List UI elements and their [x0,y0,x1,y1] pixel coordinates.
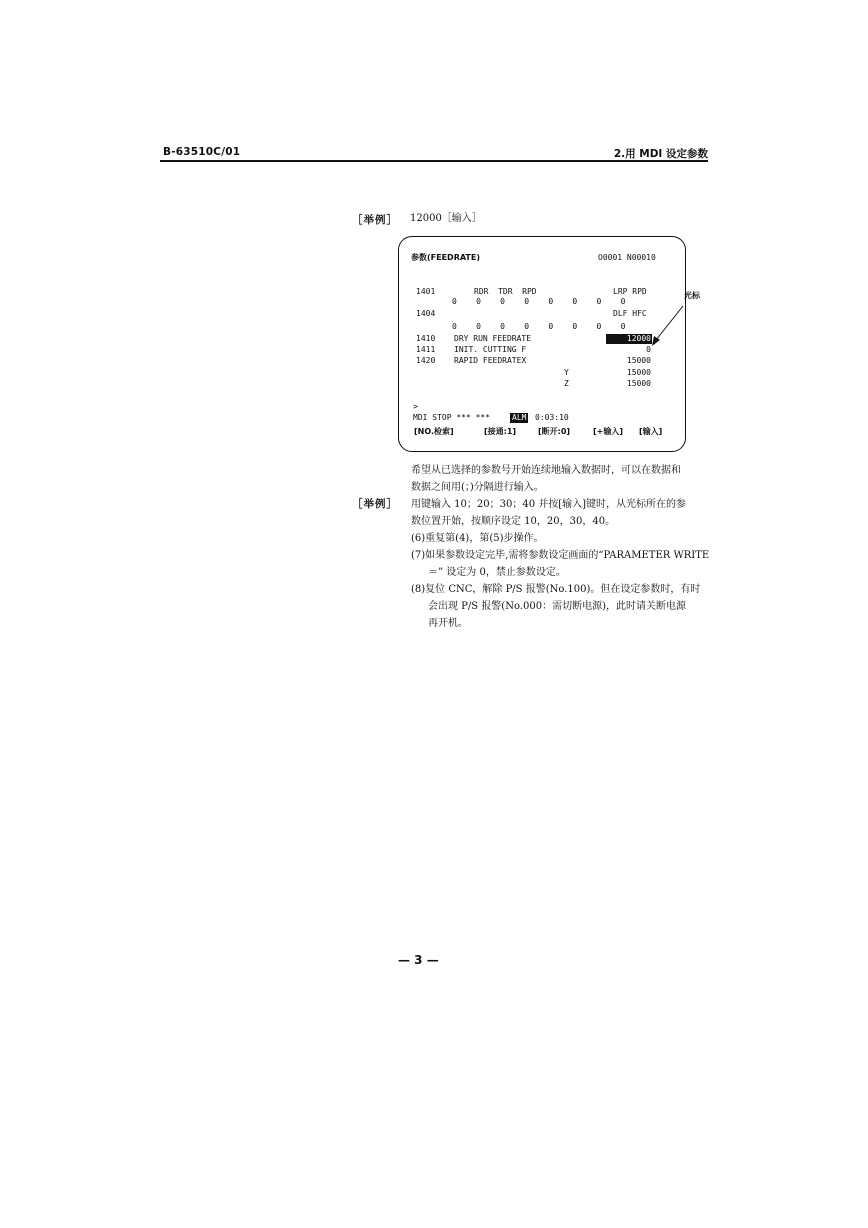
param-1401-bits-right: LRP RPD [613,287,647,296]
axis-z-label: Z [564,379,569,388]
param-1404-bits-right: DLF HFC [613,309,647,318]
alarm-indicator: ALM [512,413,527,422]
example-input-text: 12000［输入］ [410,213,482,224]
example-label-1: ［举例］ [352,214,398,226]
param-1401-no: 1401 [416,287,436,296]
page-number: — 3 — [398,953,439,967]
step-7-line-2: ＝” 设定为 0，禁止参数设定。 [428,567,566,578]
cursor-annotation-label: 光标 [684,291,700,300]
example2-line-1: 用键输入 10；20；30；40 并按[输入]键时，从光标所在的参 [411,499,687,510]
step-8-line-2: 会出现 P/S 报警(No.000：需切断电源)，此时请关断电源 [428,601,686,612]
paragraph-line-2: 数据之间用(；)分隔进行输入。 [411,482,544,493]
step-6: (6)重复第(4)，第(5)步操作。 [411,533,544,544]
section-title: 2.用 MDI 设定参数 [613,148,708,160]
status-mode: MDI STOP *** *** [413,413,491,422]
param-1420-z-value: 15000 [626,379,651,388]
step-7-line-1: (7)如果参数设定完毕,需将参数设定画面的“PARAMETER WRITE [411,550,710,561]
header-divider [160,160,708,162]
program-number: O0001 N00010 [598,253,656,262]
softkey-no-search[interactable]: [NO.检索] [414,427,454,436]
status-time: 0:03:10 [535,413,569,422]
document-code: B-63510C/01 [163,146,241,158]
cursor-pointer-arrow-icon [640,300,690,350]
step-8-line-3: 再开机。 [428,618,468,629]
param-1420-no: 1420 [416,356,436,365]
param-1420-name: RAPID FEEDRATEX [454,356,527,365]
step-8-line-1: (8)复位 CNC，解除 P/S 报警(No.100)。但在设定参数时，有时 [411,584,701,595]
softkey-on[interactable]: [接通:1] [484,427,517,436]
input-prompt[interactable]: > [413,402,418,411]
example2-line-2: 数位置开始，按顺序设定 10，20，30，40。 [411,516,616,527]
param-1401-values: 0 0 0 0 0 0 0 0 [452,297,626,306]
param-1404-no: 1404 [416,309,436,318]
param-1411-value: 0 [646,345,651,354]
param-1410-no: 1410 [416,334,436,343]
axis-y-label: Y [564,368,569,377]
softkey-off[interactable]: [断开:0] [538,427,571,436]
paragraph-line-1: 希望从已选择的参数号开始连续地输入数据时，可以在数据和 [411,465,681,476]
param-1404-values: 0 0 0 0 0 0 0 0 [452,322,626,331]
softkey-plus-input[interactable]: [+输入] [593,427,624,436]
cursor-value-field[interactable]: 12000 [606,334,652,344]
param-1411-no: 1411 [416,345,436,354]
param-1410-name: DRY RUN FEEDRATE [454,334,532,343]
softkey-input[interactable]: [输入] [639,427,663,436]
example-label-2: ［举例］ [352,498,398,510]
param-1420-y-value: 15000 [626,368,651,377]
param-1411-name: INIT. CUTTING F [454,345,527,354]
screen-title: 参数(FEEDRATE) [411,253,480,262]
param-1401-bits-left: RDR TDR RPD [474,287,537,296]
param-1420-x-value: 15000 [626,356,651,365]
